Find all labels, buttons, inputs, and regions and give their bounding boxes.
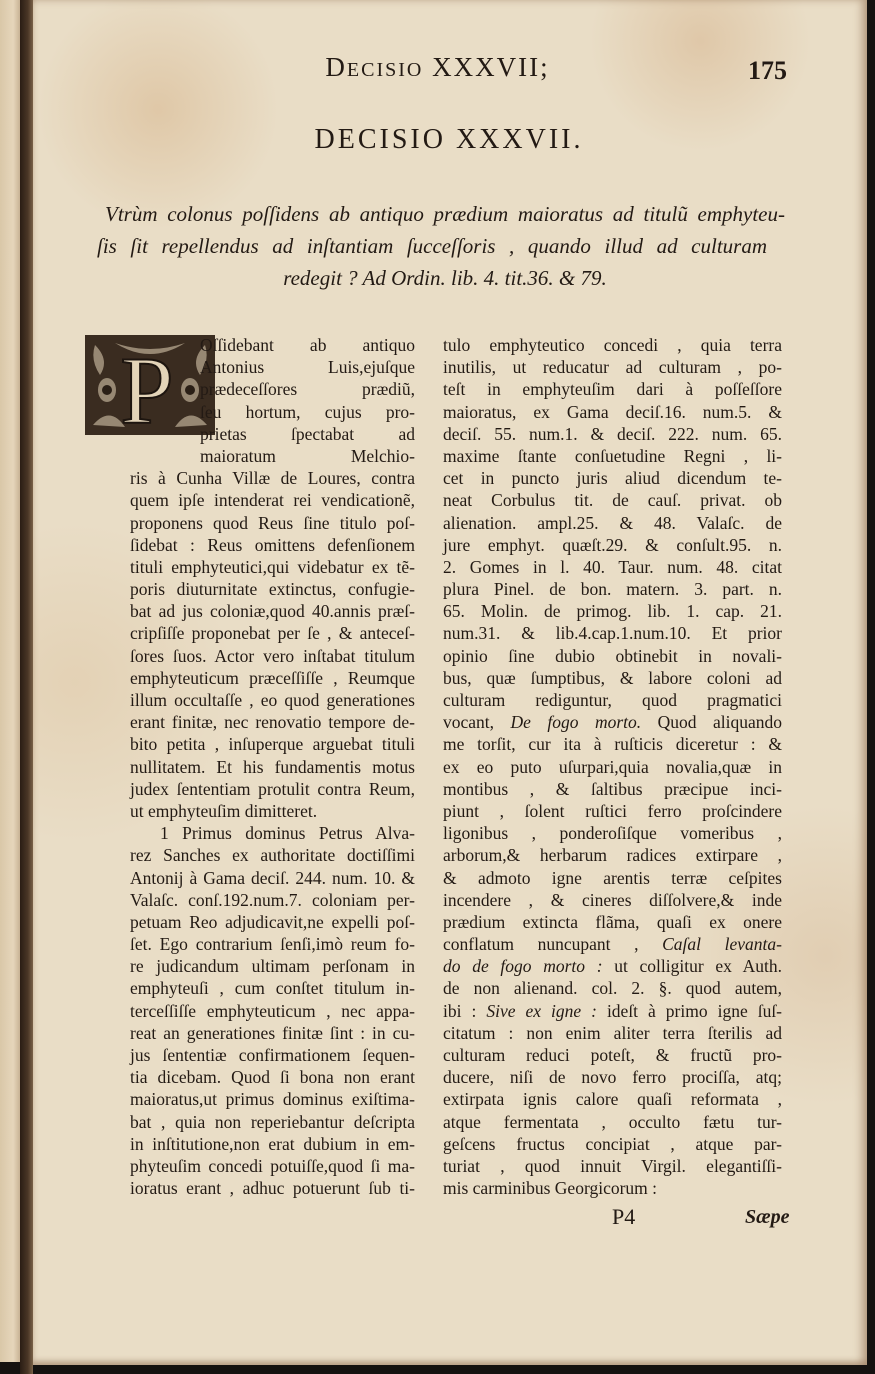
text-segment: inutilis, ut reducatur ad culturam , po- bbox=[443, 357, 782, 378]
text-segment: ideſt à primo igne ſuſ- bbox=[596, 1000, 783, 1021]
text-segment: incendere , & cineres diſſolvere,& inde bbox=[443, 889, 782, 910]
text-line: maioratum Melchio- bbox=[200, 445, 415, 466]
text-line: Valaſc. conſ.192.num.7. coloniam per- bbox=[130, 889, 415, 910]
text-line: maioratus,ut primus dominus exiſtima- bbox=[130, 1089, 415, 1110]
text-line: 1 Primus dominus Petrus Alva- bbox=[160, 823, 415, 844]
text-line bbox=[443, 578, 782, 600]
text-segment: maioratus, ex Gama deciſ.16. num.5. & bbox=[443, 401, 782, 422]
text-line bbox=[443, 778, 782, 800]
text-segment: piunt , ſolent ruſtici ferro proſcindere bbox=[443, 800, 782, 821]
text-line bbox=[443, 733, 782, 755]
italic-phrase: Caſal levanta- bbox=[662, 934, 782, 955]
text-segment: plura Pinel. de bon. matern. 3. part. n. bbox=[443, 579, 782, 600]
text-line: tituli emphyteutici,qui videbatur ex tẽ- bbox=[130, 556, 415, 577]
text-line: bat , quia non reperiebantur deſcripta bbox=[130, 1111, 415, 1132]
text-line bbox=[443, 867, 782, 889]
text-segment: de non alienand. col. 2. §. quod autem, bbox=[443, 978, 782, 999]
text-line: ioratus erant , adhuc potuerunt ſub ti- bbox=[130, 1178, 415, 1199]
text-line: petuam Reo adjudicavit,ne expelli poſ- bbox=[130, 911, 415, 932]
text-segment: mis carminibus Georgicorum : bbox=[443, 1178, 658, 1199]
text-line: rez Sanches ex authoritate doctiſſimi bbox=[130, 845, 415, 866]
text-line bbox=[443, 911, 782, 933]
text-segment: vocant, bbox=[443, 712, 511, 733]
text-segment: culturam reduci poteſt, & fructũ pro- bbox=[443, 1045, 782, 1065]
text-line: phyteuſim concedi potuiſſe,quod ſi ma- bbox=[130, 1155, 415, 1176]
text-line bbox=[443, 689, 782, 711]
text-line bbox=[443, 756, 782, 778]
text-segment: opinio ſine dubio obtinebit in novali- bbox=[443, 645, 782, 666]
text-segment: alienation. ampl.25. & 48. Valaſc. de bbox=[443, 512, 782, 533]
decision-title: DECISIO XXXVII. bbox=[314, 124, 584, 155]
text-segment: num.31. & lib.4.cap.1.num.10. Et prior bbox=[443, 623, 782, 644]
text-line: ſeu hortum, cujus pro- bbox=[200, 401, 415, 422]
text-segment: deciſ. 55. num.1. & deciſ. 222. num. 65. bbox=[443, 423, 782, 444]
text-segment: cet in puncto juris aliud dicendum te- bbox=[443, 468, 782, 489]
text-line bbox=[443, 423, 782, 445]
text-segment: Quod aliquando bbox=[641, 712, 782, 733]
text-line bbox=[443, 711, 782, 733]
text-segment: 2. Gomes in l. 40. Taur. num. 48. citat bbox=[443, 556, 782, 577]
running-head bbox=[0, 52, 875, 83]
text-line bbox=[443, 356, 782, 378]
text-line bbox=[443, 1000, 782, 1022]
text-line: reat an generationes finitæ ſint : in cu- bbox=[130, 1022, 415, 1043]
italic-phrase: Sive ex igne : bbox=[486, 1000, 597, 1021]
text-line: nullitatem. Et his fundamentis motus bbox=[130, 756, 415, 777]
drop-cap-letter: P bbox=[120, 337, 174, 435]
text-segment: montibus , & ſaltibus præcipue inci- bbox=[443, 778, 782, 799]
text-segment: neat Corbulus tit. de cauſ. privat. ob bbox=[443, 490, 782, 511]
text-line: poris diuturnitate extinctus, confugie- bbox=[130, 579, 415, 600]
text-line bbox=[443, 1066, 782, 1088]
text-line: ris à Cunha Villæ de Loures, contra bbox=[130, 468, 415, 489]
running-head-smallcaps: ECISIO bbox=[346, 59, 424, 81]
text-line: ut emphyteuſim dimitteret. bbox=[130, 800, 318, 821]
text-line bbox=[443, 1088, 782, 1110]
text-line bbox=[443, 1044, 782, 1066]
text-line: judex ſententiam protulit contra Reum, bbox=[130, 778, 415, 799]
rubric-line: ſis ſit repellendus ad inſtantiam ſucceſſoris , quando illud ad culturam bbox=[97, 234, 767, 258]
running-head-numeral: XXXVII; bbox=[432, 52, 550, 82]
right-text-column bbox=[443, 334, 782, 1199]
text-line: emphyteuſi , cum conſtet titulum in- bbox=[130, 978, 415, 999]
text-line: Antonij à Gama deciſ. 244. num. 10. & bbox=[130, 867, 415, 888]
catchword: Sæpe bbox=[745, 1206, 790, 1228]
text-line bbox=[443, 622, 782, 644]
text-line bbox=[443, 822, 782, 844]
decision-rubric bbox=[97, 198, 785, 294]
text-line: bat ad jus coloniæ,quod 40.annis præſ- bbox=[130, 601, 415, 622]
text-segment: prædium extincta flãma, quaſi ex onere bbox=[443, 911, 782, 932]
italic-phrase: do de fogo morto : bbox=[443, 956, 603, 977]
text-segment: turiat , quod innuit Virgil. elegantiſſi- bbox=[443, 1155, 782, 1176]
text-line bbox=[443, 1155, 782, 1177]
text-segment: ducere, niſi de novo ferro prociſſa, atq; bbox=[443, 1067, 782, 1088]
text-line bbox=[443, 556, 782, 578]
text-segment: atque fermentata , occulto fætu tur- bbox=[443, 1111, 782, 1132]
italic-phrase: De fogo morto. bbox=[510, 712, 642, 733]
text-segment: extirpata ignis calore quaſi reformata , bbox=[443, 1089, 782, 1110]
text-segment: bus, quæ ſumptibus, & labore coloni ad bbox=[443, 667, 782, 688]
text-line bbox=[443, 334, 782, 356]
text-segment: teſt in emphyteuſim dari à poſſeſſore bbox=[443, 379, 782, 400]
text-segment: geſcens fructus concipiat , atque par- bbox=[443, 1133, 782, 1154]
running-head-initial: D bbox=[325, 52, 347, 82]
text-segment: arborum,& herbarum radices extirpare , bbox=[443, 845, 782, 866]
text-line: quem ipſe intenderat rei vendicationẽ, bbox=[130, 490, 415, 511]
text-segment: citatum : non enim aliter terra ſterilis ad bbox=[443, 1022, 782, 1043]
text-line bbox=[443, 800, 782, 822]
text-line: proponens quod Reus ſine titulo poſ- bbox=[130, 512, 415, 533]
text-line: Antonius Luis,ejuſque bbox=[200, 357, 415, 378]
text-segment: ex eo puto uſurpari,quia novalia,quæ in bbox=[443, 756, 782, 777]
text-line bbox=[443, 534, 782, 556]
rubric-line: Vtrùm colonus poſſidens ab antiquo prædium maioratus ad titulũ emphyteu- bbox=[105, 202, 785, 226]
text-line bbox=[443, 1022, 782, 1044]
text-line bbox=[443, 889, 782, 911]
text-line: tia dicebam. Quod ſi bona non erant bbox=[130, 1067, 415, 1088]
text-line bbox=[443, 844, 782, 866]
text-line: terceſſiſſe emphyteuticum , nec appa- bbox=[130, 1000, 415, 1021]
text-line bbox=[443, 645, 782, 667]
text-line: prietas ſpectabat ad bbox=[200, 423, 415, 444]
book-gutter bbox=[20, 0, 33, 1374]
text-line: cripſiſſe proponebat per ſe , & anteceſ- bbox=[130, 623, 415, 644]
text-line bbox=[443, 489, 782, 511]
text-line: prædeceſſores prædiũ, bbox=[200, 379, 415, 400]
text-segment: ut colligitur ex Auth. bbox=[602, 956, 782, 977]
rubric-line: redegit ? Ad Ordin. lib. 4. tit.36. & 79. bbox=[283, 266, 607, 290]
previous-page-edge bbox=[0, 0, 22, 1362]
page-number: 175 bbox=[748, 56, 787, 85]
text-line bbox=[443, 378, 782, 400]
text-line: ſet. Ego contrarium ſenſi,imò reum fo- bbox=[130, 934, 415, 955]
text-line bbox=[443, 977, 782, 999]
text-segment: ibi : bbox=[443, 1000, 487, 1021]
text-line: illum occultaſſe , eo quod generationes bbox=[130, 690, 415, 710]
text-segment: maxime ſtante conſuetudine Regni , li- bbox=[443, 445, 782, 466]
text-line: jus ſententiæ confirmationem ſequen- bbox=[130, 1045, 415, 1065]
text-line bbox=[443, 933, 782, 955]
text-line bbox=[443, 1177, 782, 1199]
text-line: bito petita , inſuperque arguebat tituli bbox=[130, 734, 415, 755]
text-segment: jure emphyt. quæſt.29. & conſult.95. n. bbox=[443, 534, 782, 555]
text-segment: me torſit, cur ita à ruſticis diceretur : & bbox=[443, 734, 782, 755]
text-line bbox=[443, 1111, 782, 1133]
text-line bbox=[443, 600, 782, 622]
text-line: Oſſidebant ab antiquo bbox=[200, 335, 415, 355]
left-text-column bbox=[130, 334, 415, 1199]
text-segment: & admoto igne arentis terræ ceſpites bbox=[443, 867, 782, 888]
text-line bbox=[443, 401, 782, 423]
text-line: emphyteuticum præceſſiſſe , Reumque bbox=[130, 667, 415, 688]
text-line: ſores ſuos. Actor vero inſtabat titulum bbox=[130, 645, 415, 666]
text-segment: conflatum nuncupant , bbox=[443, 934, 663, 955]
text-segment: ligonibus , ponderoſiſque vomeribus , bbox=[443, 823, 782, 844]
text-line: erant finitæ, nec renovatio tempore de- bbox=[130, 712, 415, 733]
text-line bbox=[443, 1133, 782, 1155]
text-line: re judicandum ultimam perſonam in bbox=[130, 956, 415, 977]
text-line bbox=[443, 467, 782, 489]
text-line bbox=[443, 667, 782, 689]
text-segment: tulo emphyteutico concedi , quia terra bbox=[443, 335, 782, 355]
text-line: in inſtitutione,non erat dubium in em- bbox=[130, 1133, 415, 1154]
text-segment: culturam rediguntur, quod pragmatici bbox=[443, 690, 782, 710]
text-line bbox=[443, 955, 782, 977]
text-line bbox=[443, 445, 782, 467]
text-segment: 65. Molin. de primog. lib. 1. cap. 21. bbox=[443, 601, 782, 622]
signature-mark: P4 bbox=[612, 1204, 636, 1229]
text-line bbox=[443, 512, 782, 534]
text-line: ſidebat : Reus omittens defenſionem bbox=[130, 534, 415, 555]
